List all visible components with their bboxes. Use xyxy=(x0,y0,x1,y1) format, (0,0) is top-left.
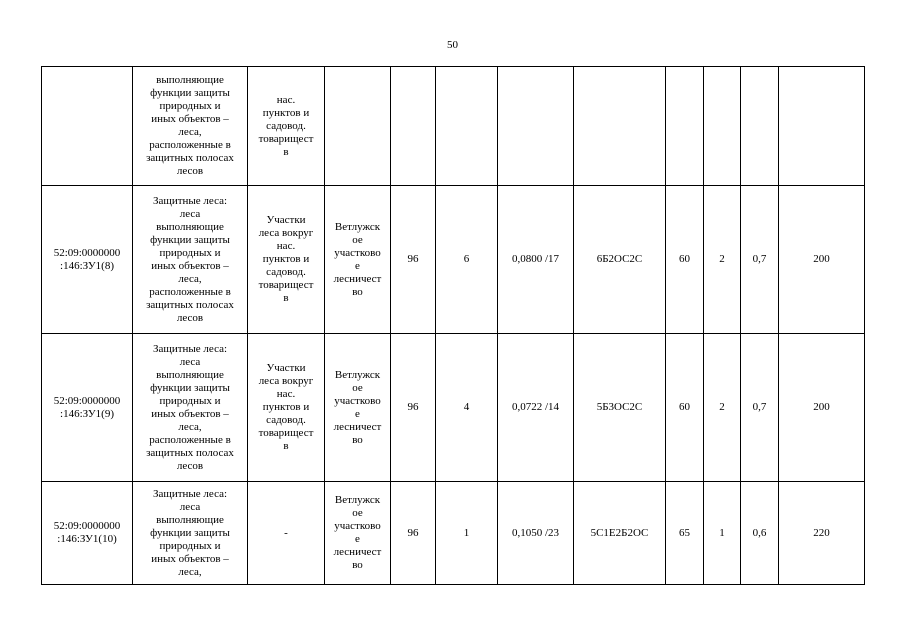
class-cell: 2 xyxy=(704,186,741,334)
section-cell: 1 xyxy=(436,482,498,585)
forestry-cell: Ветлужск ое участково е лесничест во xyxy=(325,334,391,482)
age-cell: 60 xyxy=(666,334,704,482)
cadastral-cell: 52:09:0000000 :146:ЗУ1(8) xyxy=(42,186,133,334)
composition-cell: 6Б2ОС2С xyxy=(574,186,666,334)
forest-plots-table xyxy=(41,66,865,585)
quarter-cell: 96 xyxy=(391,482,436,585)
density-cell: 0,7 xyxy=(741,334,779,482)
composition-cell: 5Б3ОС2С xyxy=(574,334,666,482)
age-cell: 60 xyxy=(666,186,704,334)
area-cell: 0,0800 /17 xyxy=(498,186,574,334)
class-cell xyxy=(704,67,741,186)
page-number: 50 xyxy=(447,39,458,51)
zone-cell: нас. пунктов и садовод. товарищест в xyxy=(248,67,325,186)
table-row xyxy=(42,67,865,186)
class-cell: 2 xyxy=(704,334,741,482)
table-row xyxy=(42,334,865,482)
forestry-cell: Ветлужск ое участково е лесничест во xyxy=(325,482,391,585)
stock-cell: 220 xyxy=(779,482,865,585)
age-cell xyxy=(666,67,704,186)
density-cell: 0,6 xyxy=(741,482,779,585)
category-cell: Защитные леса: леса выполняющие функции защиты природных и иных объектов – леса, расположенные в защитных полосах лесов xyxy=(133,334,248,482)
stock-cell xyxy=(779,67,865,186)
section-cell: 6 xyxy=(436,186,498,334)
cadastral-cell: 52:09:0000000 :146:ЗУ1(10) xyxy=(42,482,133,585)
table-row xyxy=(42,482,865,585)
composition-cell xyxy=(574,67,666,186)
category-cell: Защитные леса: леса выполняющие функции защиты природных и иных объектов – леса, расположенные в защитных полосах лесов xyxy=(133,186,248,334)
zone-cell: - xyxy=(248,482,325,585)
forestry-cell xyxy=(325,67,391,186)
age-cell: 65 xyxy=(666,482,704,585)
cadastral-cell xyxy=(42,67,133,186)
zone-cell: Участки леса вокруг нас. пунктов и садовод. товарищест в xyxy=(248,186,325,334)
area-cell: 0,1050 /23 xyxy=(498,482,574,585)
density-cell xyxy=(741,67,779,186)
quarter-cell xyxy=(391,67,436,186)
composition-cell: 5С1Е2Б2ОС xyxy=(574,482,666,585)
area-cell: 0,0722 /14 xyxy=(498,334,574,482)
section-cell: 4 xyxy=(436,334,498,482)
stock-cell: 200 xyxy=(779,186,865,334)
density-cell: 0,7 xyxy=(741,186,779,334)
category-cell: Защитные леса: леса выполняющие функции защиты природных и иных объектов – леса, xyxy=(133,482,248,585)
stock-cell: 200 xyxy=(779,334,865,482)
cadastral-cell: 52:09:0000000 :146:ЗУ1(9) xyxy=(42,334,133,482)
section-cell xyxy=(436,67,498,186)
category-cell: выполняющие функции защиты природных и иных объектов – леса, расположенные в защитных полосах лесов xyxy=(133,67,248,186)
table-row xyxy=(42,186,865,334)
class-cell: 1 xyxy=(704,482,741,585)
quarter-cell: 96 xyxy=(391,334,436,482)
zone-cell: Участки леса вокруг нас. пунктов и садовод. товарищест в xyxy=(248,334,325,482)
area-cell xyxy=(498,67,574,186)
forestry-cell: Ветлужск ое участково е лесничест во xyxy=(325,186,391,334)
quarter-cell: 96 xyxy=(391,186,436,334)
